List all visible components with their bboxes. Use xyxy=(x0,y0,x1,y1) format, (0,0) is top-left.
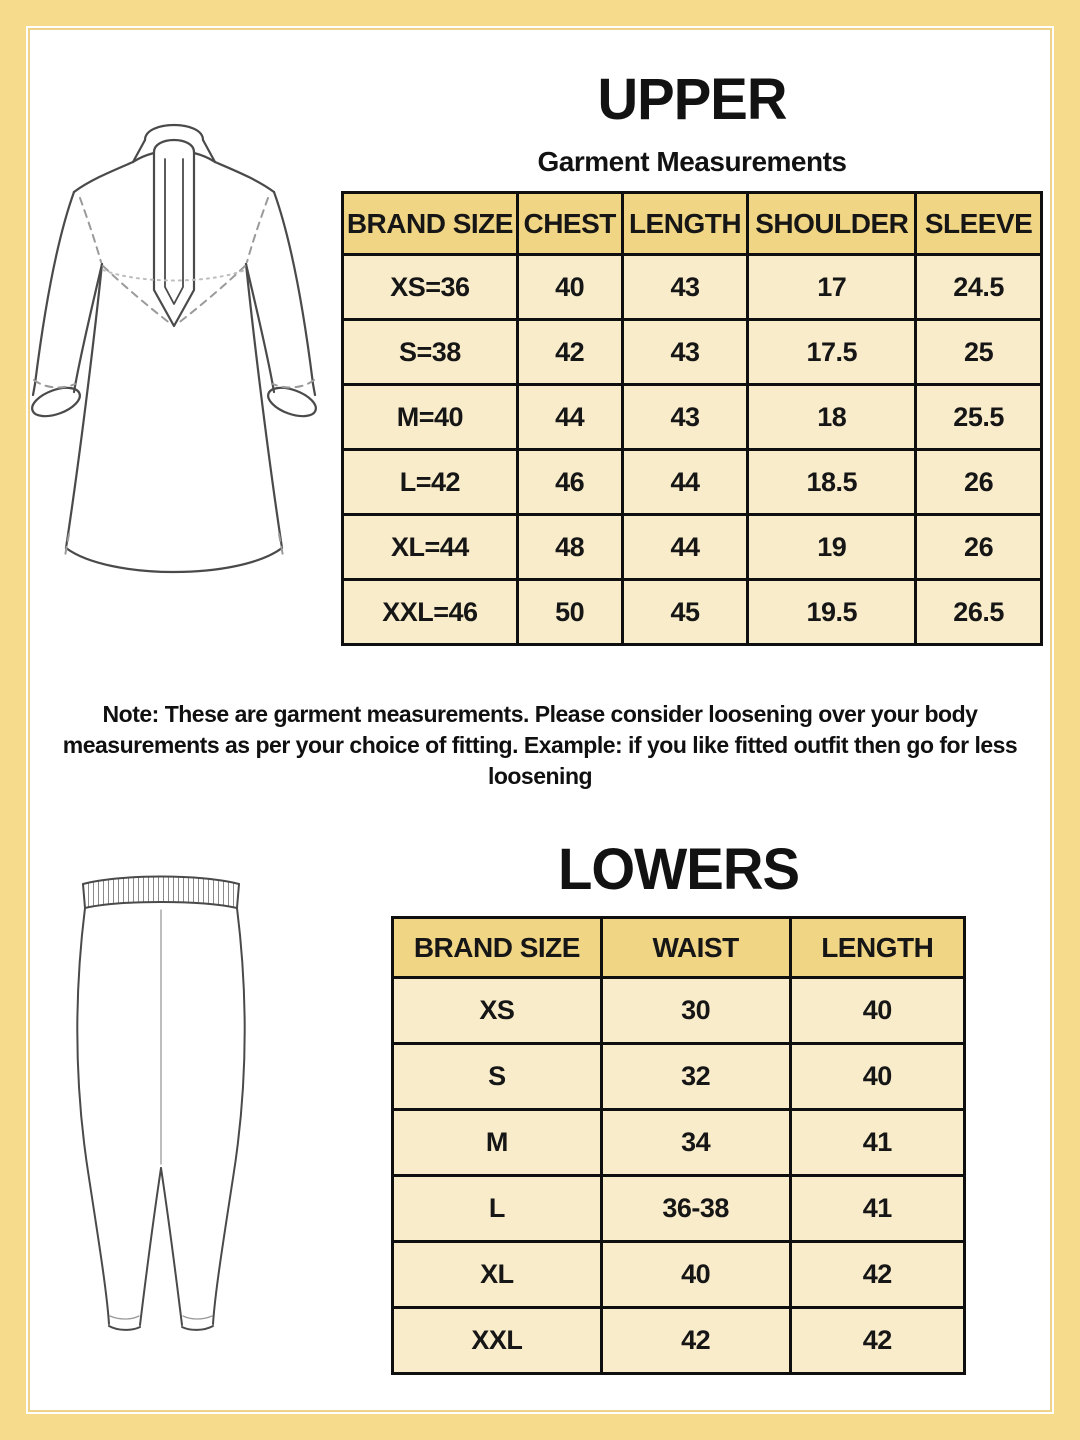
upper-size-table xyxy=(341,191,1043,646)
header-brand-size: BRAND SIZE xyxy=(393,918,602,978)
value-cell: 26 xyxy=(916,515,1042,580)
value-cell: 42 xyxy=(790,1308,964,1374)
value-cell: 25 xyxy=(916,320,1042,385)
value-cell: 41 xyxy=(790,1176,964,1242)
table-row xyxy=(393,978,965,1044)
size-cell: S=38 xyxy=(343,320,518,385)
upper-section-subtitle: Garment Measurements xyxy=(537,146,847,177)
size-cell: L xyxy=(393,1176,602,1242)
size-cell: M xyxy=(393,1110,602,1176)
table-row xyxy=(343,255,1042,320)
size-cell: XS=36 xyxy=(343,255,518,320)
value-cell: 43 xyxy=(622,320,748,385)
value-cell: 40 xyxy=(517,255,622,320)
value-cell: 24.5 xyxy=(916,255,1042,320)
value-cell: 44 xyxy=(517,385,622,450)
value-cell: 43 xyxy=(622,255,748,320)
value-cell: 19 xyxy=(748,515,916,580)
pants-illustration xyxy=(56,868,266,1353)
header-chest: CHEST xyxy=(517,193,622,255)
table-row xyxy=(343,580,1042,645)
table-row xyxy=(343,515,1042,580)
upper-table-header-row xyxy=(343,193,1042,255)
value-cell: 18 xyxy=(748,385,916,450)
value-cell: 48 xyxy=(517,515,622,580)
value-cell: 30 xyxy=(601,978,790,1044)
value-cell: 46 xyxy=(517,450,622,515)
value-cell: 45 xyxy=(622,580,748,645)
value-cell: 42 xyxy=(601,1308,790,1374)
upper-section-title: UPPER xyxy=(597,67,787,132)
table-row xyxy=(343,385,1042,450)
table-row xyxy=(393,1110,965,1176)
size-cell: L=42 xyxy=(343,450,518,515)
value-cell: 44 xyxy=(622,450,748,515)
size-cell: XXL xyxy=(393,1308,602,1374)
header-shoulder: SHOULDER xyxy=(748,193,916,255)
lowers-size-table xyxy=(391,916,966,1375)
measurement-note: Note: These are garment measurements. Please consider loosening over your body measurements as per your choice of fitting. Example: if you like fitted outfit then go for less loosening xyxy=(62,701,1018,789)
table-row xyxy=(393,1176,965,1242)
value-cell: 17 xyxy=(748,255,916,320)
value-cell: 42 xyxy=(790,1242,964,1308)
size-cell: XXL=46 xyxy=(343,580,518,645)
size-cell: XS xyxy=(393,978,602,1044)
table-row xyxy=(393,1308,965,1374)
header-brand-size: BRAND SIZE xyxy=(343,193,518,255)
value-cell: 25.5 xyxy=(916,385,1042,450)
value-cell: 43 xyxy=(622,385,748,450)
value-cell: 17.5 xyxy=(748,320,916,385)
table-row xyxy=(343,320,1042,385)
value-cell: 42 xyxy=(517,320,622,385)
value-cell: 40 xyxy=(601,1242,790,1308)
table-row xyxy=(393,1242,965,1308)
value-cell: 40 xyxy=(790,978,964,1044)
table-row xyxy=(343,450,1042,515)
value-cell: 50 xyxy=(517,580,622,645)
size-cell: XL xyxy=(393,1242,602,1308)
value-cell: 19.5 xyxy=(748,580,916,645)
lowers-table-header-row xyxy=(393,918,965,978)
size-cell: XL=44 xyxy=(343,515,518,580)
size-cell: M=40 xyxy=(343,385,518,450)
value-cell: 18.5 xyxy=(748,450,916,515)
value-cell: 26 xyxy=(916,450,1042,515)
value-cell: 32 xyxy=(601,1044,790,1110)
header-length: LENGTH xyxy=(790,918,964,978)
lowers-section-title: LOWERS xyxy=(557,837,800,902)
value-cell: 41 xyxy=(790,1110,964,1176)
value-cell: 44 xyxy=(622,515,748,580)
kurta-illustration xyxy=(24,112,324,612)
value-cell: 36-38 xyxy=(601,1176,790,1242)
size-cell: S xyxy=(393,1044,602,1110)
table-row xyxy=(393,1044,965,1110)
value-cell: 40 xyxy=(790,1044,964,1110)
value-cell: 26.5 xyxy=(916,580,1042,645)
header-waist: WAIST xyxy=(601,918,790,978)
value-cell: 34 xyxy=(601,1110,790,1176)
header-length: LENGTH xyxy=(622,193,748,255)
header-sleeve: SLEEVE xyxy=(916,193,1042,255)
